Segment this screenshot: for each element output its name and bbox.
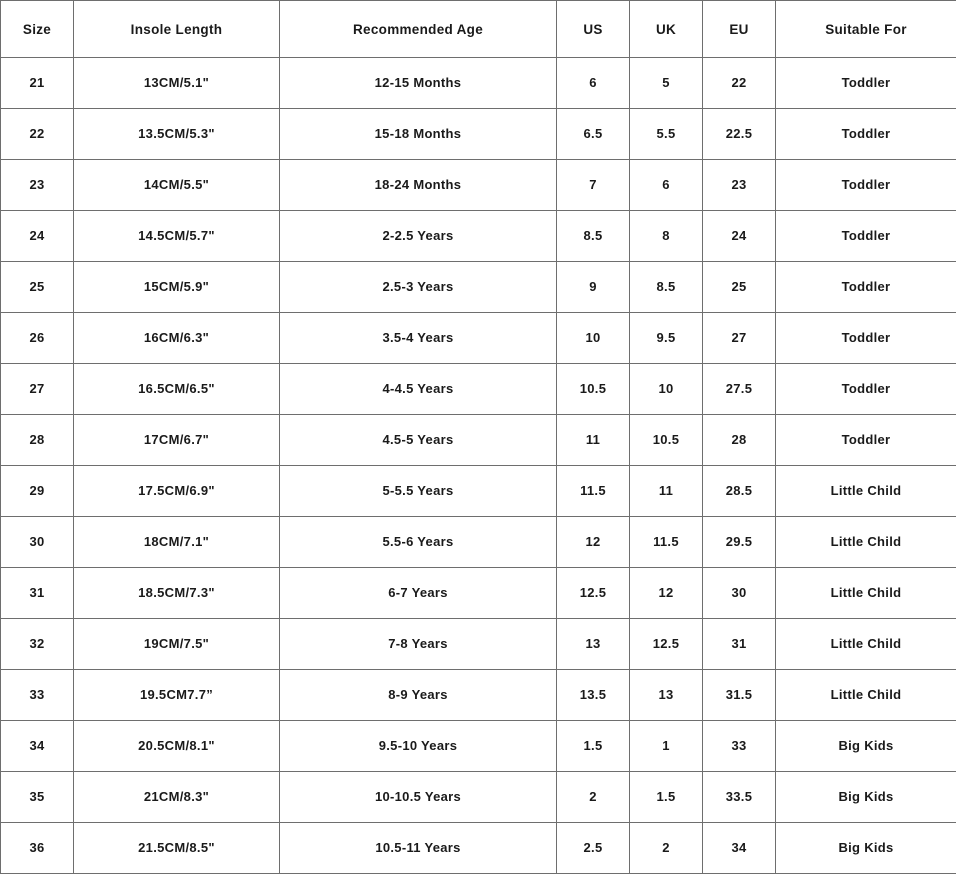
column-header-insole-length: Insole Length [74,1,280,58]
cell-text: 31 [703,636,775,652]
cell-text: 6.5 [557,126,629,142]
cell-uk [630,415,703,466]
cell-text: 11.5 [557,483,629,499]
cell-text: 12 [630,585,702,601]
cell-uk [630,772,703,823]
cell-age [280,619,557,670]
cell-text: 2-2.5 Years [280,228,556,244]
cell-text: 5 [630,75,702,91]
cell-text: 2 [557,789,629,805]
cell-text: 8.5 [630,279,702,295]
cell-uk [630,517,703,568]
cell-size [1,109,74,160]
cell-text: 16.5CM/6.5" [74,381,279,397]
cell-text: 10 [630,381,702,397]
cell-text: Toddler [776,279,956,295]
table-row [1,466,956,517]
cell-insole [74,262,280,313]
cell-text: 8 [630,228,702,244]
cell-uk [630,364,703,415]
cell-text: 7 [557,177,629,193]
cell-suit [776,670,956,721]
cell-eu [703,109,776,160]
cell-us [557,721,630,772]
cell-text: 25 [1,279,73,295]
cell-age [280,466,557,517]
cell-age [280,670,557,721]
cell-uk [630,160,703,211]
cell-text: 14.5CM/5.7" [74,228,279,244]
column-header-us: US [557,1,630,58]
cell-text: Big Kids [776,738,956,754]
cell-eu [703,313,776,364]
cell-size [1,517,74,568]
cell-eu [703,823,776,874]
cell-text: 33 [1,687,73,703]
cell-text: Toddler [776,330,956,346]
table-row [1,160,956,211]
cell-suit [776,466,956,517]
cell-text: 30 [1,534,73,550]
cell-text: 27 [703,330,775,346]
cell-insole [74,58,280,109]
cell-us [557,313,630,364]
cell-insole [74,415,280,466]
table-body [1,58,956,874]
cell-text: 8-9 Years [280,687,556,703]
table-row [1,58,956,109]
cell-age [280,262,557,313]
cell-suit [776,619,956,670]
cell-text: 13CM/5.1" [74,75,279,91]
cell-text: 11 [630,483,702,499]
cell-age [280,160,557,211]
cell-text: 23 [703,177,775,193]
cell-text: Little Child [776,585,956,601]
column-header-size: Size [1,1,74,58]
cell-age [280,517,557,568]
table-row [1,262,956,313]
cell-text: 10.5-11 Years [280,840,556,856]
cell-text: 2.5-3 Years [280,279,556,295]
cell-text: 11 [557,432,629,448]
cell-eu [703,670,776,721]
cell-text: 32 [1,636,73,652]
table-row [1,619,956,670]
cell-text: 2 [630,840,702,856]
cell-text: 17CM/6.7" [74,432,279,448]
cell-insole [74,823,280,874]
cell-suit [776,721,956,772]
cell-text: Toddler [776,432,956,448]
cell-age [280,364,557,415]
cell-suit [776,364,956,415]
cell-age [280,721,557,772]
cell-text: 13 [557,636,629,652]
cell-suit [776,262,956,313]
cell-uk [630,619,703,670]
cell-eu [703,415,776,466]
cell-text: 7-8 Years [280,636,556,652]
cell-eu [703,517,776,568]
cell-eu [703,58,776,109]
cell-text: 9.5-10 Years [280,738,556,754]
cell-text: 33 [703,738,775,754]
cell-us [557,670,630,721]
cell-text: 10-10.5 Years [280,789,556,805]
cell-text: 12-15 Months [280,75,556,91]
cell-text: 30 [703,585,775,601]
cell-text: 12.5 [630,636,702,652]
table-row [1,364,956,415]
cell-text: 12 [557,534,629,550]
cell-uk [630,466,703,517]
cell-us [557,772,630,823]
cell-text: 5.5 [630,126,702,142]
table-row [1,772,956,823]
cell-text: 36 [1,840,73,856]
cell-text: 27 [1,381,73,397]
cell-text: 31 [1,585,73,601]
cell-text: Little Child [776,483,956,499]
cell-text: 10.5 [630,432,702,448]
cell-text: 26 [1,330,73,346]
cell-us [557,262,630,313]
cell-text: Little Child [776,534,956,550]
cell-size [1,415,74,466]
cell-text: Little Child [776,687,956,703]
cell-text: 24 [1,228,73,244]
cell-text: 10 [557,330,629,346]
cell-us [557,160,630,211]
cell-text: 13.5CM/5.3" [74,126,279,142]
cell-eu [703,364,776,415]
cell-uk [630,211,703,262]
table-row [1,823,956,874]
cell-uk [630,721,703,772]
cell-text: 33.5 [703,789,775,805]
cell-text: Toddler [776,177,956,193]
table-row [1,670,956,721]
cell-insole [74,670,280,721]
cell-text: 25 [703,279,775,295]
cell-size [1,670,74,721]
cell-age [280,211,557,262]
cell-size [1,466,74,517]
cell-text: 1.5 [630,789,702,805]
cell-age [280,109,557,160]
cell-text: 19.5CM7.7” [74,687,279,703]
cell-text: 15-18 Months [280,126,556,142]
cell-suit [776,568,956,619]
cell-age [280,58,557,109]
cell-size [1,313,74,364]
cell-age [280,415,557,466]
cell-text: 2.5 [557,840,629,856]
cell-us [557,466,630,517]
cell-text: Big Kids [776,789,956,805]
cell-text: 1 [630,738,702,754]
cell-size [1,262,74,313]
cell-text: Little Child [776,636,956,652]
cell-text: 22 [1,126,73,142]
cell-text: 18.5CM/7.3" [74,585,279,601]
cell-eu [703,619,776,670]
cell-text: 21CM/8.3" [74,789,279,805]
cell-text: 4-4.5 Years [280,381,556,397]
table-row [1,517,956,568]
cell-text: 29.5 [703,534,775,550]
cell-text: 3.5-4 Years [280,330,556,346]
cell-suit [776,160,956,211]
cell-text: 28.5 [703,483,775,499]
cell-insole [74,313,280,364]
table-row [1,721,956,772]
table-row [1,415,956,466]
cell-text: Toddler [776,228,956,244]
cell-size [1,772,74,823]
cell-insole [74,619,280,670]
cell-age [280,568,557,619]
cell-text: 11.5 [630,534,702,550]
cell-uk [630,823,703,874]
cell-age [280,823,557,874]
cell-suit [776,58,956,109]
cell-text: 5.5-6 Years [280,534,556,550]
cell-text: 31.5 [703,687,775,703]
table-header [1,1,956,58]
cell-eu [703,466,776,517]
cell-size [1,823,74,874]
cell-uk [630,670,703,721]
cell-suit [776,517,956,568]
cell-eu [703,262,776,313]
column-header-suitable-for: Suitable For [776,1,956,58]
cell-text: 34 [703,840,775,856]
table-row [1,211,956,262]
cell-text: 28 [703,432,775,448]
cell-us [557,211,630,262]
cell-suit [776,211,956,262]
cell-us [557,109,630,160]
cell-text: 21 [1,75,73,91]
cell-insole [74,211,280,262]
cell-uk [630,109,703,160]
cell-text: 23 [1,177,73,193]
cell-text: 12.5 [557,585,629,601]
cell-insole [74,466,280,517]
cell-size [1,568,74,619]
cell-text: 34 [1,738,73,754]
table-row [1,109,956,160]
cell-text: 28 [1,432,73,448]
cell-text: 19CM/7.5" [74,636,279,652]
table-header-row [1,1,956,58]
cell-insole [74,721,280,772]
cell-text: 13 [630,687,702,703]
cell-text: 15CM/5.9" [74,279,279,295]
cell-text: 6 [557,75,629,91]
cell-insole [74,568,280,619]
cell-text: Big Kids [776,840,956,856]
column-header-eu: EU [703,1,776,58]
cell-text: 20.5CM/8.1" [74,738,279,754]
cell-insole [74,109,280,160]
cell-insole [74,772,280,823]
cell-text: 24 [703,228,775,244]
cell-uk [630,262,703,313]
cell-suit [776,109,956,160]
cell-text: Toddler [776,75,956,91]
cell-text: 18CM/7.1" [74,534,279,550]
cell-text: 18-24 Months [280,177,556,193]
cell-size [1,58,74,109]
cell-text: 22.5 [703,126,775,142]
cell-text: 4.5-5 Years [280,432,556,448]
cell-text: 29 [1,483,73,499]
cell-uk [630,568,703,619]
column-header-uk: UK [630,1,703,58]
cell-text: 9.5 [630,330,702,346]
cell-text: 22 [703,75,775,91]
table-row [1,313,956,364]
cell-text: 8.5 [557,228,629,244]
cell-text: 10.5 [557,381,629,397]
cell-suit [776,772,956,823]
cell-uk [630,58,703,109]
cell-text: 1.5 [557,738,629,754]
column-header-recommended-age: Recommended Age [280,1,557,58]
cell-us [557,415,630,466]
cell-age [280,772,557,823]
cell-text: 17.5CM/6.9" [74,483,279,499]
cell-text: 35 [1,789,73,805]
cell-suit [776,313,956,364]
cell-insole [74,364,280,415]
cell-eu [703,211,776,262]
cell-age [280,313,557,364]
cell-text: 21.5CM/8.5" [74,840,279,856]
cell-eu [703,772,776,823]
cell-insole [74,517,280,568]
cell-us [557,568,630,619]
cell-suit [776,823,956,874]
cell-text: Toddler [776,381,956,397]
cell-us [557,619,630,670]
cell-size [1,619,74,670]
cell-us [557,364,630,415]
cell-size [1,721,74,772]
cell-text: 6-7 Years [280,585,556,601]
cell-eu [703,568,776,619]
cell-text: 27.5 [703,381,775,397]
cell-size [1,160,74,211]
cell-text: 5-5.5 Years [280,483,556,499]
cell-text: 9 [557,279,629,295]
cell-suit [776,415,956,466]
cell-text: 13.5 [557,687,629,703]
cell-size [1,364,74,415]
cell-size [1,211,74,262]
cell-us [557,823,630,874]
cell-us [557,517,630,568]
table-row [1,568,956,619]
cell-uk [630,313,703,364]
cell-eu [703,721,776,772]
cell-us [557,58,630,109]
cell-text: Toddler [776,126,956,142]
cell-text: 16CM/6.3" [74,330,279,346]
cell-text: 6 [630,177,702,193]
cell-insole [74,160,280,211]
cell-text: 14CM/5.5" [74,177,279,193]
cell-eu [703,160,776,211]
